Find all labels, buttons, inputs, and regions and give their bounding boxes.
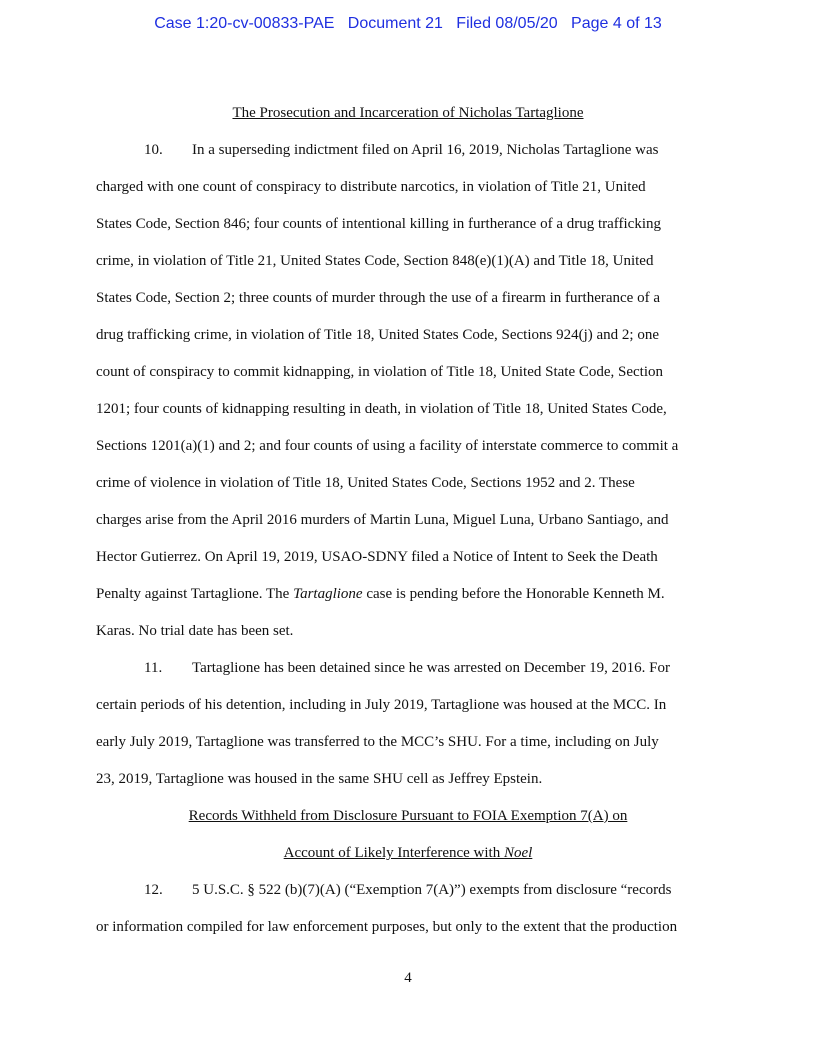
paragraph-line: or information compiled for law enforcement purposes, but only to the extent that the production bbox=[96, 919, 678, 935]
paragraph-line: count of conspiracy to commit kidnapping, in violation of Title 18, United State Code, Section bbox=[96, 364, 664, 380]
section-heading-records-withheld-line2 bbox=[96, 835, 720, 872]
line-text: case is pending before the Honorable Kenneth M. bbox=[362, 586, 665, 602]
paragraph-line: States Code, Section 846; four counts of intentional killing in furtherance of a drug trafficking bbox=[96, 216, 662, 232]
page-indicator: Page 4 of 13 bbox=[571, 15, 662, 32]
paragraph-line bbox=[96, 872, 720, 909]
paragraph-12 bbox=[96, 872, 720, 909]
filed-date: Filed 08/05/20 bbox=[456, 15, 558, 32]
ecf-header bbox=[0, 14, 816, 34]
case-number: Case 1:20-cv-00833-PAE bbox=[154, 15, 335, 32]
paragraph-line: crime of violence in violation of Title 18, United States Code, Sections 1952 and 2. These bbox=[96, 475, 635, 491]
paragraph-11-body bbox=[96, 687, 720, 798]
paragraph-10 bbox=[96, 132, 720, 169]
paragraph-line: 1201; four counts of kidnapping resulting in death, in violation of Title 18, United States Code, bbox=[96, 401, 667, 417]
paragraph-10-body bbox=[96, 169, 720, 650]
paragraph-line: early July 2019, Tartaglione was transferred to the MCC’s SHU. For a time, including on July bbox=[96, 734, 659, 750]
line-text: In a superseding indictment filed on April 16, 2019, Nicholas Tartaglione was bbox=[192, 142, 659, 158]
paragraph-line: 23, 2019, Tartaglione was housed in the same SHU cell as Jeffrey Epstein. bbox=[96, 771, 543, 787]
document-number: Document 21 bbox=[347, 15, 443, 32]
case-name-italic: Tartaglione bbox=[293, 586, 363, 602]
paragraph-line: States Code, Section 2; three counts of murder through the use of a firearm in furtherance of a bbox=[96, 290, 660, 306]
paragraph-line: charges arise from the April 2016 murders of Martin Luna, Miguel Luna, Urbano Santiago, and bbox=[96, 512, 669, 528]
case-name-italic: Noel bbox=[503, 845, 533, 861]
section-heading-prosecution: The Prosecution and Incarceration of Nicholas Tartaglione bbox=[232, 105, 584, 121]
paragraph-line: certain periods of his detention, including in July 2019, Tartaglione was housed at the MCC. In bbox=[96, 697, 667, 713]
paragraph-number: 12. bbox=[144, 882, 163, 898]
paragraph-number: 11. bbox=[144, 660, 163, 676]
page-number: 4 bbox=[404, 970, 412, 986]
paragraph-line bbox=[96, 576, 720, 613]
paragraph-line bbox=[96, 132, 720, 169]
line-text: Tartaglione has been detained since he was arrested on December 19, 2016. For bbox=[192, 660, 670, 676]
paragraph-11 bbox=[96, 650, 720, 687]
line-text: 5 U.S.C. § 522 (b)(7)(A) (“Exemption 7(A)”) exempts from disclosure “records bbox=[192, 882, 672, 898]
paragraph-line bbox=[96, 650, 720, 687]
paragraph-number: 10. bbox=[144, 142, 163, 158]
paragraph-12-body bbox=[96, 909, 720, 946]
paragraph-line: Hector Gutierrez. On April 19, 2019, USAO-SDNY filed a Notice of Intent to Seek the Death bbox=[96, 549, 658, 565]
paragraph-line: Karas. No trial date has been set. bbox=[96, 623, 294, 639]
heading-text: Account of Likely Interference with bbox=[283, 845, 504, 861]
paragraph-line: Sections 1201(a)(1) and 2; and four counts of using a facility of interstate commerce to commit a bbox=[96, 438, 679, 454]
paragraph-line: charged with one count of conspiracy to distribute narcotics, in violation of Title 21, United bbox=[96, 179, 646, 195]
section-heading-records-withheld: Records Withheld from Disclosure Pursuant to FOIA Exemption 7(A) on bbox=[188, 808, 628, 824]
line-text: Penalty against Tartaglione. The bbox=[96, 586, 294, 602]
paragraph-line: crime, in violation of Title 21, United States Code, Section 848(e)(1)(A) and Title 18, United bbox=[96, 253, 654, 269]
document-body bbox=[96, 95, 720, 946]
paragraph-line: drug trafficking crime, in violation of Title 18, United States Code, Sections 924(j) and 2; one bbox=[96, 327, 659, 343]
